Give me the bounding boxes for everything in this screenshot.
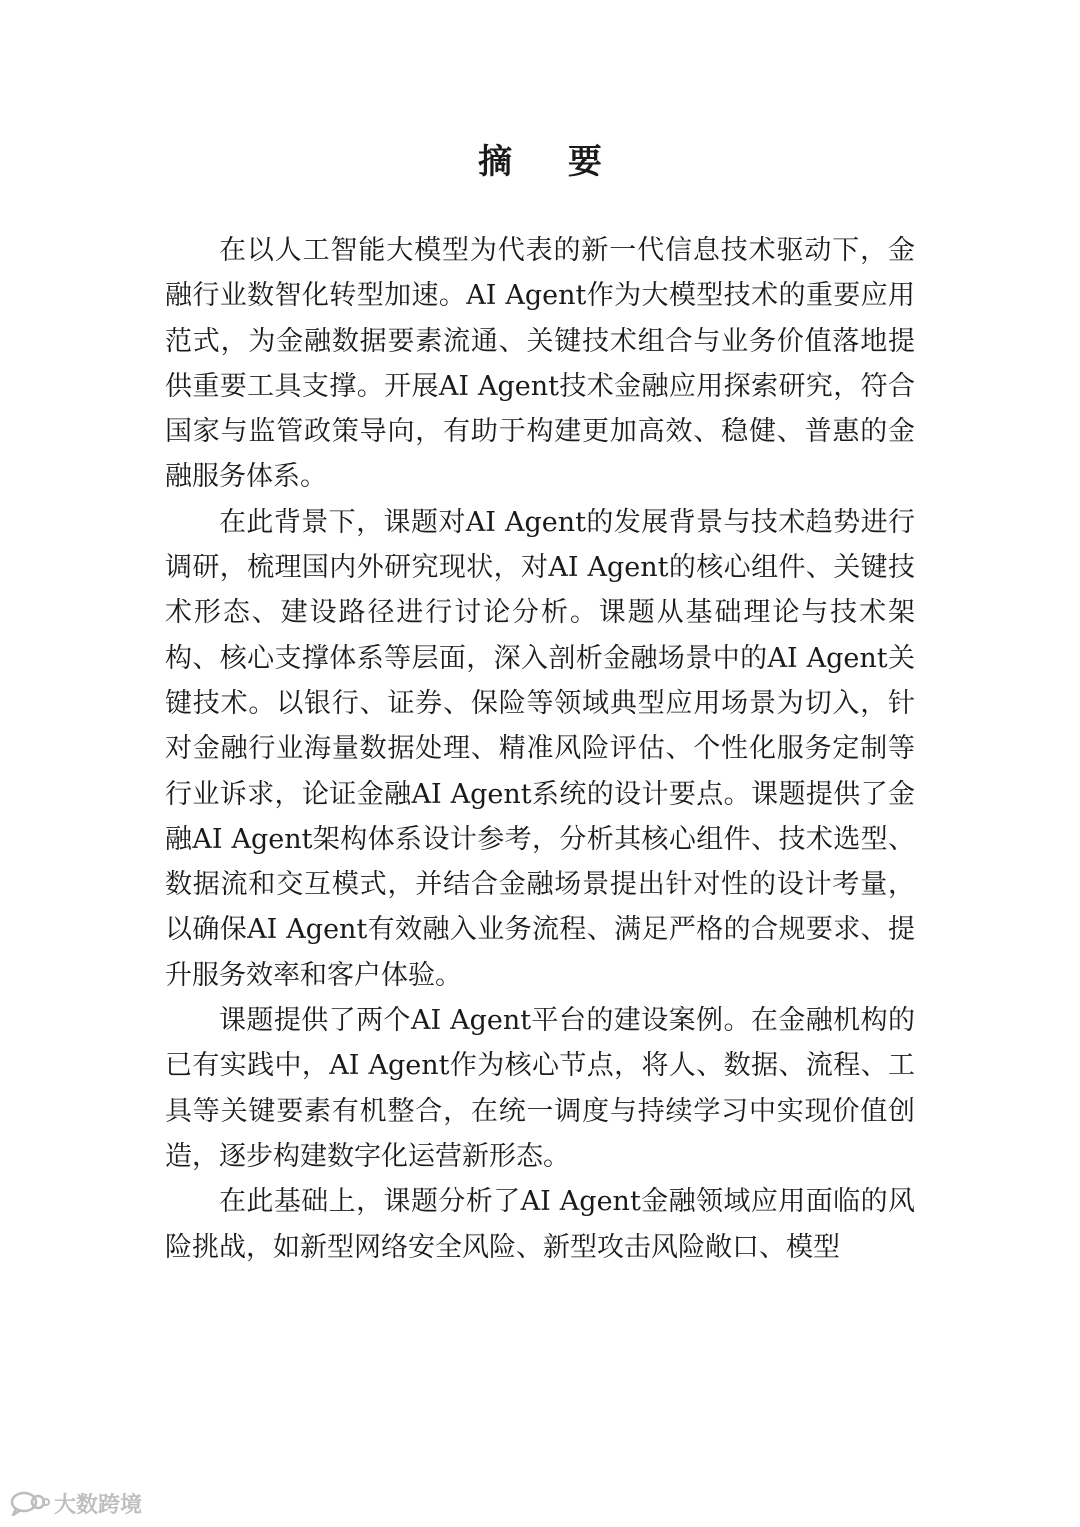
abstract-body xyxy=(165,228,915,1270)
paragraph-3: 课题提供了两个AI Agent平台的建设案例。在金融机构的已有实践中，AI Agent作为核心节点，将人、数据、流程、工具等关键要素有机整合，在统一调度与持续学习中实现价值创造，逐步构建数字化运营新形态。 xyxy=(165,1005,915,1172)
watermark xyxy=(10,1488,142,1518)
chat-bubble-icon xyxy=(10,1490,50,1516)
paragraph-2: 在此背景下，课题对AI Agent的发展背景与技术趋势进行调研，梳理国内外研究现状，对AI Agent的核心组件、关键技术形态、建设路径进行讨论分析。课题从基础理论与技术架构、核心支撑体系等层面，深入剖析金融场景中的AI Agent关键技术。以银行、证券、保险等领域典型应用场景为切入，针对金融行业海量数据处理、精准风险评估、个性化服务定制等行业诉求，论证金融AI Agent系统的设计要点。课题提供了金融AI Agent架构体系设计参考，分析其核心组件、技术选型、数据流和交互模式，并结合金融场景提出针对性的设计考量，以确保AI Agent有效融入业务流程、满足严格的合规要求、提升服务效率和客户体验。 xyxy=(165,506,915,991)
paragraph-4: 在此基础上，课题分析了AI Agent金融领域应用面临的风险挑战，如新型网络安全风险、新型攻击风险敞口、模型 xyxy=(165,1186,915,1263)
paragraph-1: 在以人工智能大模型为代表的新一代信息技术驱动下，金融行业数智化转型加速。AI Agent作为大模型技术的重要应用范式，为金融数据要素流通、关键技术组合与业务价值落地提供重要工具支撑。开展AI Agent技术金融应用探索研究，符合国家与监管政策导向，有助于构建更加高效、稳健、普惠的金融服务体系。 xyxy=(165,235,915,493)
page-title: 摘 要 xyxy=(478,142,624,182)
watermark-text: 大数跨境 xyxy=(54,1492,143,1518)
